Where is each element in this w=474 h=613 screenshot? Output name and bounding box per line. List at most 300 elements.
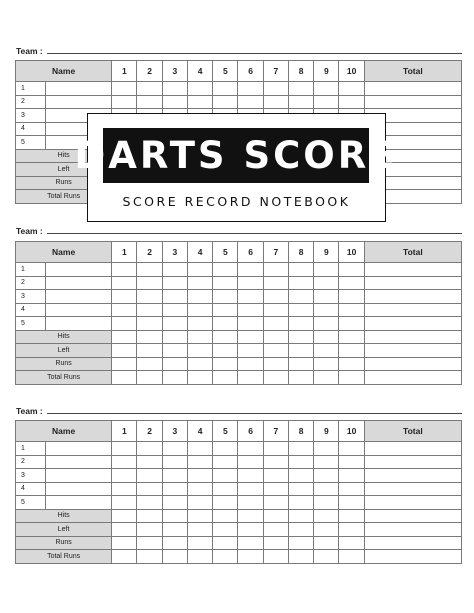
score-cell[interactable] xyxy=(162,496,187,510)
inning-header: 9 xyxy=(314,421,339,442)
stat-score-cell[interactable] xyxy=(137,330,162,344)
stat-score-cell[interactable] xyxy=(137,344,162,358)
stat-row xyxy=(16,523,462,537)
score-cell[interactable] xyxy=(288,263,313,277)
player-name-cell[interactable] xyxy=(46,442,112,456)
score-cell[interactable] xyxy=(238,82,263,96)
player-row xyxy=(16,442,462,456)
inning-header: 3 xyxy=(162,242,187,263)
score-cell[interactable] xyxy=(137,263,162,277)
score-cell[interactable] xyxy=(213,276,238,290)
score-cell[interactable] xyxy=(238,303,263,317)
stat-score-cell[interactable] xyxy=(263,523,288,537)
player-row xyxy=(16,482,462,496)
score-cell[interactable] xyxy=(112,95,137,109)
stat-score-cell[interactable] xyxy=(238,344,263,358)
score-cell[interactable] xyxy=(339,303,364,317)
stat-score-cell[interactable] xyxy=(213,371,238,385)
stat-score-cell[interactable] xyxy=(187,371,212,385)
score-cell[interactable] xyxy=(238,482,263,496)
score-cell[interactable] xyxy=(112,482,137,496)
team-line xyxy=(16,402,462,416)
inning-header: 1 xyxy=(112,61,137,82)
score-cell[interactable] xyxy=(187,442,212,456)
player-row xyxy=(16,82,462,96)
score-cell[interactable] xyxy=(288,455,313,469)
stat-score-cell[interactable] xyxy=(314,550,339,564)
score-cell[interactable] xyxy=(263,469,288,483)
score-cell[interactable] xyxy=(213,82,238,96)
score-cell[interactable] xyxy=(187,276,212,290)
score-cell[interactable] xyxy=(137,317,162,331)
score-cell[interactable] xyxy=(112,290,137,304)
header-row xyxy=(16,61,462,82)
stat-label: Total Runs xyxy=(16,190,112,204)
stat-score-cell[interactable] xyxy=(137,357,162,371)
stat-score-cell[interactable] xyxy=(288,371,313,385)
player-number: 4 xyxy=(16,482,46,496)
score-cell[interactable] xyxy=(162,276,187,290)
team-label: Team : xyxy=(16,406,43,416)
stat-score-cell[interactable] xyxy=(213,536,238,550)
score-cell[interactable] xyxy=(112,455,137,469)
stat-score-cell[interactable] xyxy=(137,371,162,385)
stat-total-cell[interactable] xyxy=(364,523,461,537)
stat-label: Hits xyxy=(16,509,112,523)
stat-score-cell[interactable] xyxy=(187,550,212,564)
name-header: Name xyxy=(16,242,112,263)
score-cell[interactable] xyxy=(314,482,339,496)
player-name-cell[interactable] xyxy=(46,469,112,483)
score-cell[interactable] xyxy=(137,469,162,483)
score-cell[interactable] xyxy=(187,303,212,317)
score-cell[interactable] xyxy=(238,496,263,510)
stat-score-cell[interactable] xyxy=(238,509,263,523)
player-number: 2 xyxy=(16,455,46,469)
score-cell[interactable] xyxy=(187,482,212,496)
score-cell[interactable] xyxy=(288,442,313,456)
stat-score-cell[interactable] xyxy=(263,550,288,564)
stat-score-cell[interactable] xyxy=(187,330,212,344)
inning-header: 4 xyxy=(187,61,212,82)
total-cell[interactable] xyxy=(364,482,461,496)
stat-score-cell[interactable] xyxy=(339,344,364,358)
stat-row xyxy=(16,371,462,385)
score-cell[interactable] xyxy=(263,263,288,277)
score-cell[interactable] xyxy=(162,303,187,317)
score-cell[interactable] xyxy=(288,482,313,496)
score-cell[interactable] xyxy=(314,263,339,277)
score-cell[interactable] xyxy=(339,469,364,483)
score-cell[interactable] xyxy=(213,303,238,317)
team-line xyxy=(16,42,462,56)
score-cell[interactable] xyxy=(213,482,238,496)
score-cell[interactable] xyxy=(112,263,137,277)
score-cell[interactable] xyxy=(137,95,162,109)
score-cell[interactable] xyxy=(112,442,137,456)
total-header: Total xyxy=(364,242,461,263)
stat-score-cell[interactable] xyxy=(137,550,162,564)
total-cell[interactable] xyxy=(364,303,461,317)
stat-score-cell[interactable] xyxy=(288,550,313,564)
stat-score-cell[interactable] xyxy=(213,330,238,344)
score-cell[interactable] xyxy=(112,276,137,290)
player-name-cell[interactable] xyxy=(46,290,112,304)
stat-score-cell[interactable] xyxy=(263,509,288,523)
score-cell[interactable] xyxy=(162,290,187,304)
score-cell[interactable] xyxy=(339,482,364,496)
score-cell[interactable] xyxy=(238,317,263,331)
stat-score-cell[interactable] xyxy=(162,357,187,371)
stat-label: Runs xyxy=(16,176,112,190)
score-cell[interactable] xyxy=(112,317,137,331)
score-cell[interactable] xyxy=(314,290,339,304)
player-number: 3 xyxy=(16,290,46,304)
score-cell[interactable] xyxy=(263,82,288,96)
score-cell[interactable] xyxy=(263,95,288,109)
stat-total-cell[interactable] xyxy=(364,509,461,523)
inning-header: 5 xyxy=(213,421,238,442)
stat-total-cell[interactable] xyxy=(364,357,461,371)
stat-total-cell[interactable] xyxy=(364,330,461,344)
score-cell[interactable] xyxy=(187,290,212,304)
stat-score-cell[interactable] xyxy=(112,550,137,564)
stat-label: Hits xyxy=(16,149,112,163)
stat-score-cell[interactable] xyxy=(339,371,364,385)
inning-header: 10 xyxy=(339,421,364,442)
stat-score-cell[interactable] xyxy=(314,371,339,385)
score-cell[interactable] xyxy=(137,276,162,290)
inning-header: 2 xyxy=(137,61,162,82)
score-cell[interactable] xyxy=(162,442,187,456)
stat-row xyxy=(16,344,462,358)
player-name-cell[interactable] xyxy=(46,95,112,109)
stat-score-cell[interactable] xyxy=(238,357,263,371)
inning-header: 4 xyxy=(187,242,212,263)
stat-label: Left xyxy=(16,344,112,358)
score-cell[interactable] xyxy=(213,290,238,304)
total-cell[interactable] xyxy=(364,263,461,277)
score-cell[interactable] xyxy=(263,455,288,469)
score-cell[interactable] xyxy=(137,496,162,510)
stat-score-cell[interactable] xyxy=(339,330,364,344)
stat-row xyxy=(16,357,462,371)
stat-score-cell[interactable] xyxy=(137,523,162,537)
player-name-cell[interactable] xyxy=(46,303,112,317)
score-cell[interactable] xyxy=(137,82,162,96)
stat-score-cell[interactable] xyxy=(339,523,364,537)
stat-score-cell[interactable] xyxy=(187,536,212,550)
player-number: 3 xyxy=(16,469,46,483)
score-cell[interactable] xyxy=(288,82,313,96)
stat-score-cell[interactable] xyxy=(238,371,263,385)
score-cell[interactable] xyxy=(339,290,364,304)
score-cell[interactable] xyxy=(288,303,313,317)
stat-score-cell[interactable] xyxy=(339,509,364,523)
score-cell[interactable] xyxy=(213,455,238,469)
stat-score-cell[interactable] xyxy=(339,536,364,550)
score-cell[interactable] xyxy=(339,95,364,109)
score-cell[interactable] xyxy=(314,469,339,483)
stat-score-cell[interactable] xyxy=(288,536,313,550)
score-cell[interactable] xyxy=(162,263,187,277)
total-cell[interactable] xyxy=(364,496,461,510)
score-cell[interactable] xyxy=(288,276,313,290)
score-cell[interactable] xyxy=(112,303,137,317)
score-cell[interactable] xyxy=(187,263,212,277)
stat-total-cell[interactable] xyxy=(364,371,461,385)
inning-header: 5 xyxy=(213,61,238,82)
inning-header: 9 xyxy=(314,61,339,82)
player-name-cell[interactable] xyxy=(46,317,112,331)
inning-header: 7 xyxy=(263,421,288,442)
team-name-line xyxy=(47,233,462,234)
score-cell[interactable] xyxy=(339,82,364,96)
score-cell[interactable] xyxy=(162,82,187,96)
score-cell[interactable] xyxy=(238,290,263,304)
player-number: 1 xyxy=(16,442,46,456)
score-table xyxy=(15,241,462,385)
score-table xyxy=(15,420,462,564)
stat-score-cell[interactable] xyxy=(137,509,162,523)
stat-score-cell[interactable] xyxy=(263,344,288,358)
score-cell[interactable] xyxy=(314,442,339,456)
stat-score-cell[interactable] xyxy=(187,357,212,371)
score-cell[interactable] xyxy=(213,317,238,331)
score-cell[interactable] xyxy=(112,496,137,510)
stat-score-cell[interactable] xyxy=(187,509,212,523)
inning-header: 4 xyxy=(187,421,212,442)
score-cell[interactable] xyxy=(187,317,212,331)
player-name-cell[interactable] xyxy=(46,482,112,496)
stat-score-cell[interactable] xyxy=(162,344,187,358)
stat-score-cell[interactable] xyxy=(238,536,263,550)
score-cell[interactable] xyxy=(288,469,313,483)
stat-score-cell[interactable] xyxy=(112,509,137,523)
player-name-cell[interactable] xyxy=(46,82,112,96)
player-number: 5 xyxy=(16,496,46,510)
stat-score-cell[interactable] xyxy=(213,357,238,371)
score-cell[interactable] xyxy=(162,95,187,109)
score-cell[interactable] xyxy=(213,95,238,109)
score-cell[interactable] xyxy=(162,469,187,483)
score-cell[interactable] xyxy=(314,455,339,469)
score-cell[interactable] xyxy=(187,469,212,483)
stat-score-cell[interactable] xyxy=(162,371,187,385)
name-header: Name xyxy=(16,421,112,442)
stat-total-cell[interactable] xyxy=(364,550,461,564)
stat-score-cell[interactable] xyxy=(314,357,339,371)
stat-score-cell[interactable] xyxy=(162,523,187,537)
stat-row xyxy=(16,550,462,564)
stat-score-cell[interactable] xyxy=(288,344,313,358)
stat-score-cell[interactable] xyxy=(263,371,288,385)
score-cell[interactable] xyxy=(339,455,364,469)
stat-score-cell[interactable] xyxy=(238,523,263,537)
score-cell[interactable] xyxy=(339,263,364,277)
score-cell[interactable] xyxy=(314,496,339,510)
stat-label: Left xyxy=(16,523,112,537)
score-cell[interactable] xyxy=(314,95,339,109)
stat-score-cell[interactable] xyxy=(339,550,364,564)
score-cell[interactable] xyxy=(137,455,162,469)
player-row xyxy=(16,95,462,109)
player-row xyxy=(16,469,462,483)
total-cell[interactable] xyxy=(364,455,461,469)
player-row xyxy=(16,290,462,304)
player-name-cell[interactable] xyxy=(46,496,112,510)
score-cell[interactable] xyxy=(213,496,238,510)
stat-score-cell[interactable] xyxy=(263,536,288,550)
total-cell[interactable] xyxy=(364,317,461,331)
stat-score-cell[interactable] xyxy=(112,330,137,344)
player-name-cell[interactable] xyxy=(46,263,112,277)
stat-score-cell[interactable] xyxy=(288,330,313,344)
stat-score-cell[interactable] xyxy=(288,357,313,371)
score-cell[interactable] xyxy=(288,290,313,304)
stat-score-cell[interactable] xyxy=(112,371,137,385)
inning-header: 8 xyxy=(288,242,313,263)
score-cell[interactable] xyxy=(238,469,263,483)
score-cell[interactable] xyxy=(314,276,339,290)
stat-score-cell[interactable] xyxy=(112,344,137,358)
stat-score-cell[interactable] xyxy=(213,344,238,358)
score-cell[interactable] xyxy=(263,496,288,510)
score-cell[interactable] xyxy=(263,276,288,290)
stat-label: Runs xyxy=(16,357,112,371)
stat-label: Total Runs xyxy=(16,371,112,385)
score-cell[interactable] xyxy=(213,442,238,456)
player-row xyxy=(16,276,462,290)
stat-score-cell[interactable] xyxy=(112,523,137,537)
score-cell[interactable] xyxy=(162,317,187,331)
score-cell[interactable] xyxy=(187,455,212,469)
stat-score-cell[interactable] xyxy=(187,344,212,358)
team-label: Team : xyxy=(16,46,43,56)
score-cell[interactable] xyxy=(314,317,339,331)
stat-score-cell[interactable] xyxy=(213,509,238,523)
inning-header: 6 xyxy=(238,61,263,82)
stat-score-cell[interactable] xyxy=(112,536,137,550)
player-name-cell[interactable] xyxy=(46,455,112,469)
score-cell[interactable] xyxy=(187,496,212,510)
inning-header: 9 xyxy=(314,242,339,263)
score-cell[interactable] xyxy=(339,496,364,510)
score-cell[interactable] xyxy=(137,482,162,496)
stat-score-cell[interactable] xyxy=(263,330,288,344)
score-cell[interactable] xyxy=(137,290,162,304)
score-cell[interactable] xyxy=(112,82,137,96)
total-cell[interactable] xyxy=(364,442,461,456)
total-cell[interactable] xyxy=(364,469,461,483)
score-cell[interactable] xyxy=(162,482,187,496)
score-cell[interactable] xyxy=(339,317,364,331)
stat-score-cell[interactable] xyxy=(314,330,339,344)
cover-subtitle: SCORE RECORD NOTEBOOK xyxy=(122,194,351,209)
total-cell[interactable] xyxy=(364,95,461,109)
stat-score-cell[interactable] xyxy=(162,330,187,344)
stat-score-cell[interactable] xyxy=(187,523,212,537)
player-number: 1 xyxy=(16,263,46,277)
score-cell[interactable] xyxy=(112,469,137,483)
team-name-line xyxy=(47,53,462,54)
score-cell[interactable] xyxy=(314,303,339,317)
stat-label: Total Runs xyxy=(16,550,112,564)
score-cell[interactable] xyxy=(238,95,263,109)
stat-score-cell[interactable] xyxy=(162,509,187,523)
score-cell[interactable] xyxy=(187,95,212,109)
total-cell[interactable] xyxy=(364,82,461,96)
stat-score-cell[interactable] xyxy=(112,357,137,371)
player-name-cell[interactable] xyxy=(46,276,112,290)
score-cell[interactable] xyxy=(238,276,263,290)
total-cell[interactable] xyxy=(364,290,461,304)
stat-score-cell[interactable] xyxy=(213,550,238,564)
inning-header: 3 xyxy=(162,61,187,82)
stat-score-cell[interactable] xyxy=(288,523,313,537)
inning-header: 1 xyxy=(112,421,137,442)
score-cell[interactable] xyxy=(288,95,313,109)
inning-header: 6 xyxy=(238,242,263,263)
stat-score-cell[interactable] xyxy=(314,536,339,550)
score-cell[interactable] xyxy=(339,276,364,290)
score-cell[interactable] xyxy=(238,455,263,469)
score-cell[interactable] xyxy=(238,442,263,456)
stat-score-cell[interactable] xyxy=(314,344,339,358)
inning-header: 7 xyxy=(263,242,288,263)
stat-label: Left xyxy=(16,163,112,177)
team-name-line xyxy=(47,413,462,414)
stat-total-cell[interactable] xyxy=(364,536,461,550)
stat-total-cell[interactable] xyxy=(364,344,461,358)
score-cell[interactable] xyxy=(137,442,162,456)
score-cell[interactable] xyxy=(288,317,313,331)
stat-score-cell[interactable] xyxy=(314,523,339,537)
player-row xyxy=(16,263,462,277)
header-row xyxy=(16,421,462,442)
score-cell[interactable] xyxy=(263,442,288,456)
stat-score-cell[interactable] xyxy=(162,550,187,564)
total-cell[interactable] xyxy=(364,276,461,290)
stat-score-cell[interactable] xyxy=(238,330,263,344)
score-cell[interactable] xyxy=(238,263,263,277)
score-cell[interactable] xyxy=(263,482,288,496)
stat-score-cell[interactable] xyxy=(263,357,288,371)
stat-score-cell[interactable] xyxy=(162,536,187,550)
inning-header: 10 xyxy=(339,242,364,263)
score-cell[interactable] xyxy=(263,317,288,331)
inning-header: 2 xyxy=(137,242,162,263)
score-cell[interactable] xyxy=(213,469,238,483)
score-cell[interactable] xyxy=(213,263,238,277)
stat-score-cell[interactable] xyxy=(213,523,238,537)
stat-score-cell[interactable] xyxy=(314,509,339,523)
score-cell[interactable] xyxy=(162,455,187,469)
stat-score-cell[interactable] xyxy=(137,536,162,550)
stat-score-cell[interactable] xyxy=(238,550,263,564)
score-cell[interactable] xyxy=(263,290,288,304)
score-cell[interactable] xyxy=(263,303,288,317)
stat-score-cell[interactable] xyxy=(288,509,313,523)
score-cell[interactable] xyxy=(137,303,162,317)
stat-score-cell[interactable] xyxy=(339,357,364,371)
cover-title-band xyxy=(74,128,398,183)
player-number: 1 xyxy=(16,82,46,96)
score-cell[interactable] xyxy=(339,442,364,456)
score-cell[interactable] xyxy=(314,82,339,96)
score-cell[interactable] xyxy=(288,496,313,510)
score-cell[interactable] xyxy=(187,82,212,96)
